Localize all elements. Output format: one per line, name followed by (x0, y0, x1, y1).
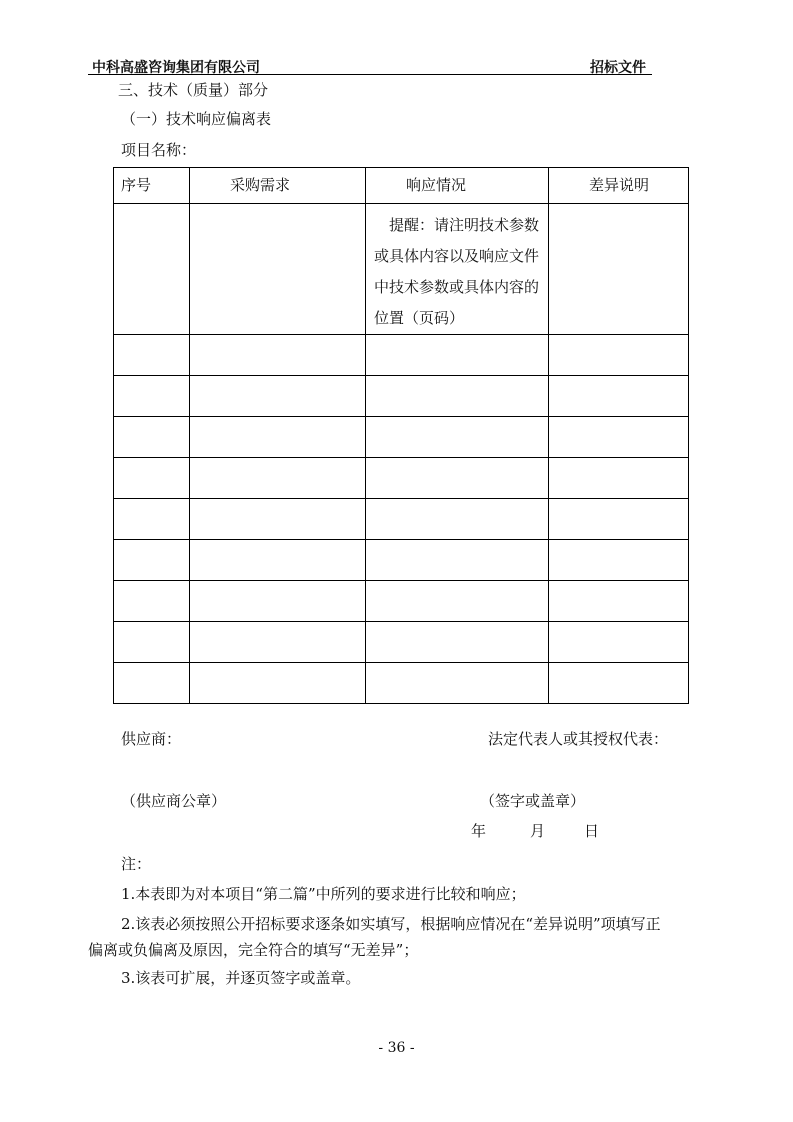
legal-rep-label: 法定代表人或其授权代表： (488, 730, 669, 748)
section-title: 三、技术（质量）部分 (118, 81, 269, 99)
table-header-row (114, 168, 689, 204)
table-row (114, 335, 689, 376)
hint-cell (366, 204, 549, 335)
deviation-table (113, 167, 689, 704)
page-number: - 36 - (378, 1040, 415, 1056)
table-row (114, 499, 689, 540)
note-item-2-line-1: 2.该表必须按照公开招标要求逐条如实填写，根据响应情况在“差异说明”项填写正 (121, 915, 661, 933)
notes-title: 注： (121, 855, 152, 873)
note-item-3: 3.该表可扩展，并逐页签字或盖章。 (121, 969, 361, 987)
header-index: 序号 (114, 168, 190, 204)
supplier-seal-label: （供应商公章） (121, 792, 227, 810)
header-doc-type: 招标文件 (590, 60, 646, 76)
table-row (114, 417, 689, 458)
date-month: 月 (530, 822, 546, 840)
hint-text: 提醒：请注明技术参数或具体内容以及响应文件中技术参数或具体内容的位置（页码） (374, 216, 540, 327)
sign-or-seal-label: （签字或盖章） (480, 792, 586, 810)
table-row (114, 458, 689, 499)
table-row (114, 540, 689, 581)
table-cell (549, 204, 689, 335)
table-cell (114, 204, 190, 335)
header-company: 中科高盛咨询集团有限公司 (92, 60, 260, 76)
table-row (114, 581, 689, 622)
table-row (114, 204, 689, 335)
supplier-label: 供应商： (121, 730, 182, 748)
table-cell (190, 204, 366, 335)
table-row (114, 622, 689, 663)
date-day: 日 (584, 822, 600, 840)
note-item-2-line-2: 偏离或负偏离及原因，完全符合的填写“无差异”； (88, 941, 419, 959)
note-item-1: 1.本表即为对本项目“第二篇”中所列的要求进行比较和响应； (121, 885, 526, 903)
header-requirement: 采购需求 (190, 168, 366, 204)
date-year: 年 (471, 822, 487, 840)
section-subtitle: （一）技术响应偏离表 (121, 110, 272, 128)
header-rule (88, 74, 652, 75)
table-row (114, 663, 689, 704)
header-response: 响应情况 (366, 168, 549, 204)
project-name-label: 项目名称： (121, 141, 197, 159)
table-row (114, 376, 689, 417)
header-difference: 差异说明 (549, 168, 689, 204)
